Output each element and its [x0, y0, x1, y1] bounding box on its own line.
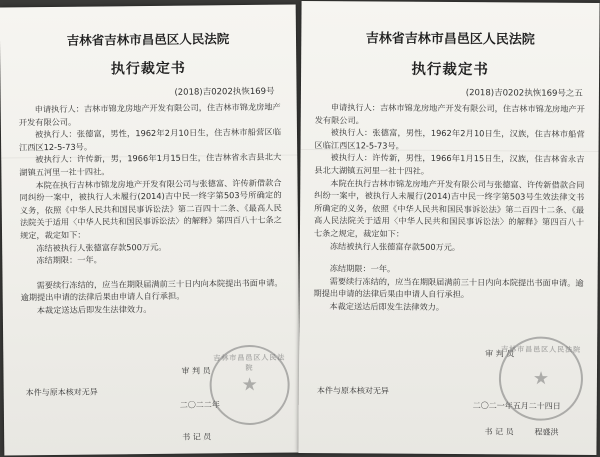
court-seal	[499, 336, 584, 421]
right-document-page	[298, 1, 599, 455]
paragraph: 被执行人：张德富，男性，1962年2月10日生，住吉林市船营区临江西区12-5-73号。	[19, 126, 282, 153]
seal-text: 吉林市昌邑区人民法院	[213, 353, 286, 373]
clerk-name: 程盛洪	[534, 427, 559, 437]
case-number: (2018)吉0202执恢169号	[174, 86, 275, 98]
case-number: (2018)吉0202执恢169号之五	[465, 88, 583, 99]
signing-date: 二〇二二年	[179, 400, 220, 410]
signing-date: 二〇二一年五月二十四日	[472, 401, 561, 411]
paragraph: 被执行人：许传新，男性，1966年1月15日生，汉族，住吉林省永吉县北大湖镇五河里一社十四社。	[314, 152, 585, 176]
paragraph: 本院在执行吉林市锦龙房地产开发有限公司与张德富、许传新借款合同纠纷一案中，被执行人未履行(2014)吉中民一终字第503号所确定的义务，依照《中华人民共和国民事诉讼法》第二百四十二条、《最高人民法院关于适用〈中华人民共和国民事诉讼法〉的解释》第四百八十七条之规定，裁定如下：	[19, 177, 282, 241]
clerk-label: 书 记 员	[484, 427, 514, 437]
document-title: 执行裁定书	[411, 60, 489, 79]
judge-label: 审 判 员	[181, 366, 211, 376]
judge-label: 审 判 员	[485, 349, 515, 359]
clerk-label: 书 记 员	[182, 432, 212, 442]
paragraph: 申请执行人：吉林市锦龙房地产开发有限公司，住吉林市锦龙房地产开发有限公司。	[18, 101, 281, 127]
paragraph: 冻结被执行人张德富存款500万元。	[36, 241, 167, 253]
court-name: 吉林省吉林市昌邑区人民法院	[365, 31, 535, 48]
paragraph: 被执行人：许传新，男，1966年1月15日生，住吉林省永吉县北大湖镇五河里一社十四社。	[19, 151, 282, 178]
verification-note: 本件与原本核对无异	[316, 386, 389, 396]
seal-text: 吉林市昌邑区人民法院	[501, 345, 582, 354]
paragraph: 冻结期限：一年。	[329, 263, 396, 274]
paragraph: 本裁定送达后即发生法律效力。	[36, 303, 152, 316]
star-icon: ★	[532, 368, 550, 390]
document-body	[19, 101, 283, 317]
court-name: 吉林省吉林市昌邑区人民法院	[66, 31, 230, 48]
verification-note: 本件与原本核对无异	[25, 387, 98, 398]
paragraph: 申请执行人：吉林市锦龙房地产开发有限公司，住吉林市锦龙房地产开发有限公司。	[314, 102, 585, 125]
paragraph: 冻结被执行人张德富存款500万元。	[329, 240, 461, 252]
left-document-page	[0, 4, 300, 455]
paragraph: 本院在执行吉林市锦龙房地产开发有限公司与张德富、许传新借款合同纠纷一案中，被执行人未履行(2014)吉中民一终字第503号生效法律文书所确定的义务，依照《中华人民共和国民事诉讼法》第二百四十二条、《最高人民法院关于适用〈中华人民共和国民事诉讼法〉的解释》第四百八十七条之规定，裁定如下：	[313, 177, 585, 239]
paragraph: 被执行人：张德富，男性，1962年2月10日生，汉族，住吉林市船营区临江西区12-5-73号。	[314, 127, 585, 151]
document-title: 执行裁定书	[110, 60, 186, 78]
paragraph: 本裁定送达后即发生法律效力。	[329, 301, 445, 312]
document-body	[313, 101, 584, 314]
paragraph: 冻结期限：一年。	[36, 254, 102, 266]
paragraph: 需要续行冻结的，应当在期限届满前三十日内向本院提出书面申请。逾期提出申请的法律后果由申请人自行承担。	[20, 277, 283, 303]
court-seal	[209, 345, 290, 426]
paragraph: 需要续行冻结的，应当在期限届满前三十日内向本院提出书面申请。逾期提出申请的法律后果由申请人自行承担。	[313, 275, 584, 300]
star-icon: ★	[241, 374, 258, 396]
